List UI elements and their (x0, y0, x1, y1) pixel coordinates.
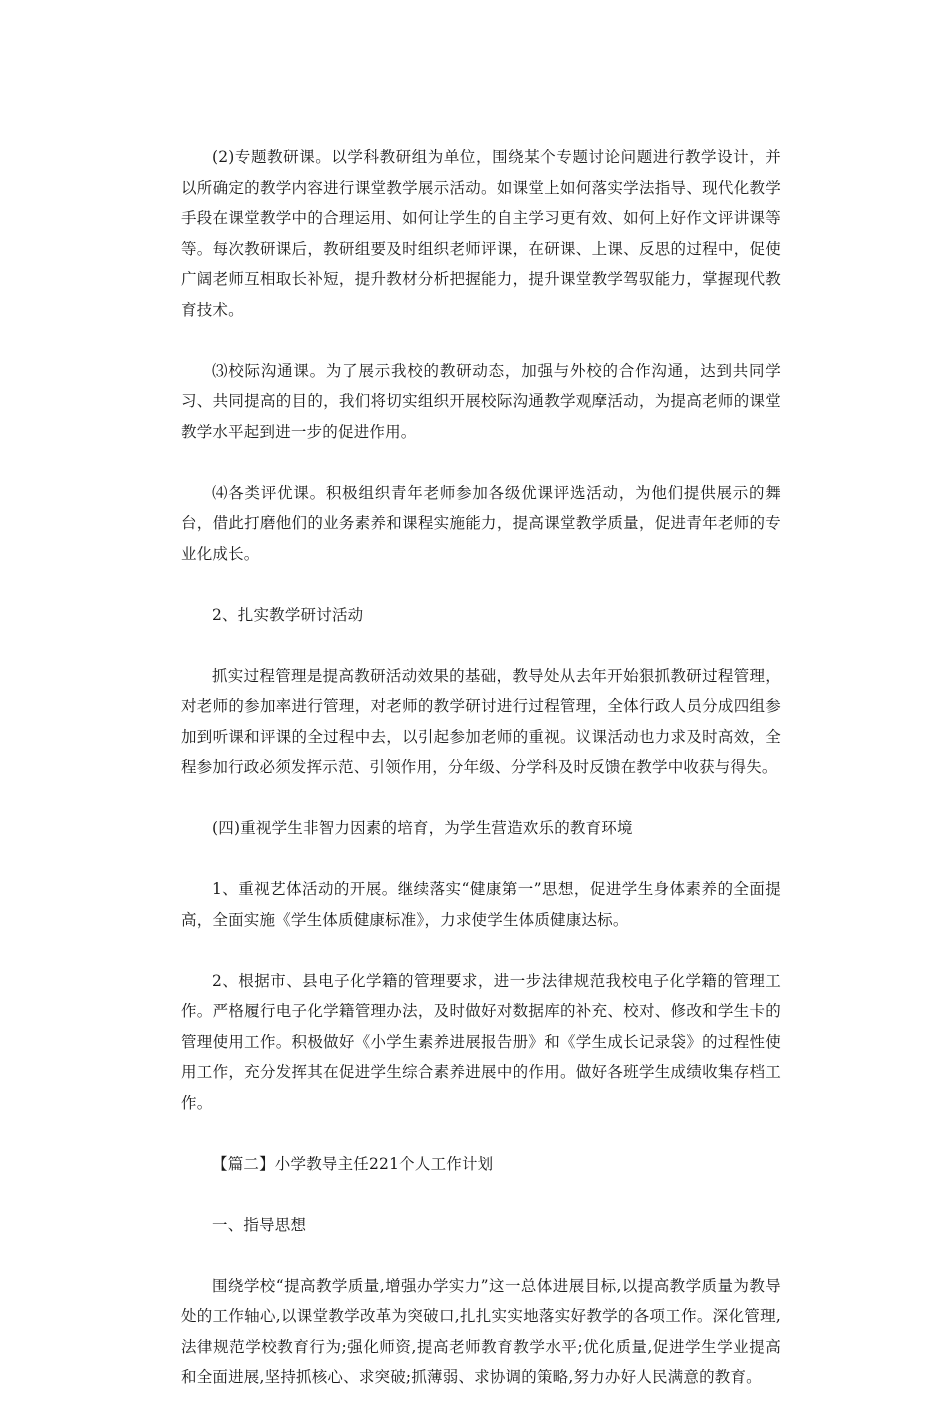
document-page (181, 142, 781, 1423)
heading-part-two: 【篇二】小学教导主任221个人工作计划 (212, 1154, 494, 1173)
paragraph-process-management: 抓实过程管理是提高教研活动效果的基础，教导处从去年开始狠抓教研过程管理，对老师的参加率进行管理，对老师的教学研讨进行过程管理，全体行政人员分成四组参加到听课和评课的全过程中去，以引起参加老师的重视。议课活动也力求及时高效，全程参加行政必须发挥示范、引领作用，分年级、分学科及时反馈在教学中收获与得失。 (181, 666, 781, 776)
heading-guiding-thought: 一、指导思想 (212, 1215, 307, 1234)
heading-non-intelligence-factors: (四)重视学生非智力因素的培育，为学生营造欢乐的教育环境 (212, 819, 633, 837)
paragraph-art-sports: 1、重视艺体活动的开展。继续落实“健康第一”思想，促进学生身体素养的全面提高，全面实施《学生体质健康标准》，力求使学生体质健康达标。 (181, 880, 781, 929)
paragraph-inter-school-lesson: ⑶校际沟通课。为了展示我校的教研动态，加强与外校的合作沟通，达到共同学习、共同提高的目的，我们将切实组织开展校际沟通教学观摩活动，为提高老师的课堂教学水平起到进一步的促进作用。 (181, 361, 781, 441)
paragraph-topic-research-lesson: (2)专题教研课。以学科教研组为单位，围绕某个专题讨论问题进行教学设计，并以所确定的教学内容进行课堂教学展示活动。如课堂上如何落实学法指导、现代化教学手段在课堂教学中的合理运用、如何让学生的自主学习更有效、如何上好作文评讲课等等。每次教研课后，教研组要及时组织老师评课，在研课、上课、反思的过程中，促使广阔老师互相取长补短，提升教材分析把握能力，提升课堂教学驾驭能力，掌握现代教育技术。 (181, 148, 781, 319)
paragraph-excellent-lesson: ⑷各类评优课。积极组织青年老师参加各级优课评选活动，为他们提供展示的舞台，借此打磨他们的业务素养和课程实施能力，提高课堂教学质量，促进青年老师的专业化成长。 (181, 483, 781, 563)
heading-teaching-research: 2、扎实教学研讨活动 (212, 605, 364, 624)
paragraph-electronic-records: 2、根据市、县电子化学籍的管理要求，进一步法律规范我校电子化学籍的管理工作。严格履行电子化学籍管理办法，及时做好对数据库的补充、校对、修改和学生卡的管理使用工作。积极做好《小学生素养进展报告册》和《学生成长记录袋》的过程性使用工作，充分发挥其在促进学生综合素养进展中的作用。做好各班学生成绩收集存档工作。 (181, 971, 781, 1112)
paragraph-guiding-thought: 围绕学校“提高教学质量,增强办学实力”这一总体进展目标,以提高教学质量为教导处的工作轴心,以课堂教学改革为突破口,扎扎实实地落实好教学的各项工作。深化管理,法律规范学校教育行为;强化师资,提高老师教育教学水平;优化质量,促进学生学业提高和全面进展,坚持抓核心、求突破;抓薄弱、求协调的策略,努力办好人民满意的教育。 (181, 1276, 781, 1386)
